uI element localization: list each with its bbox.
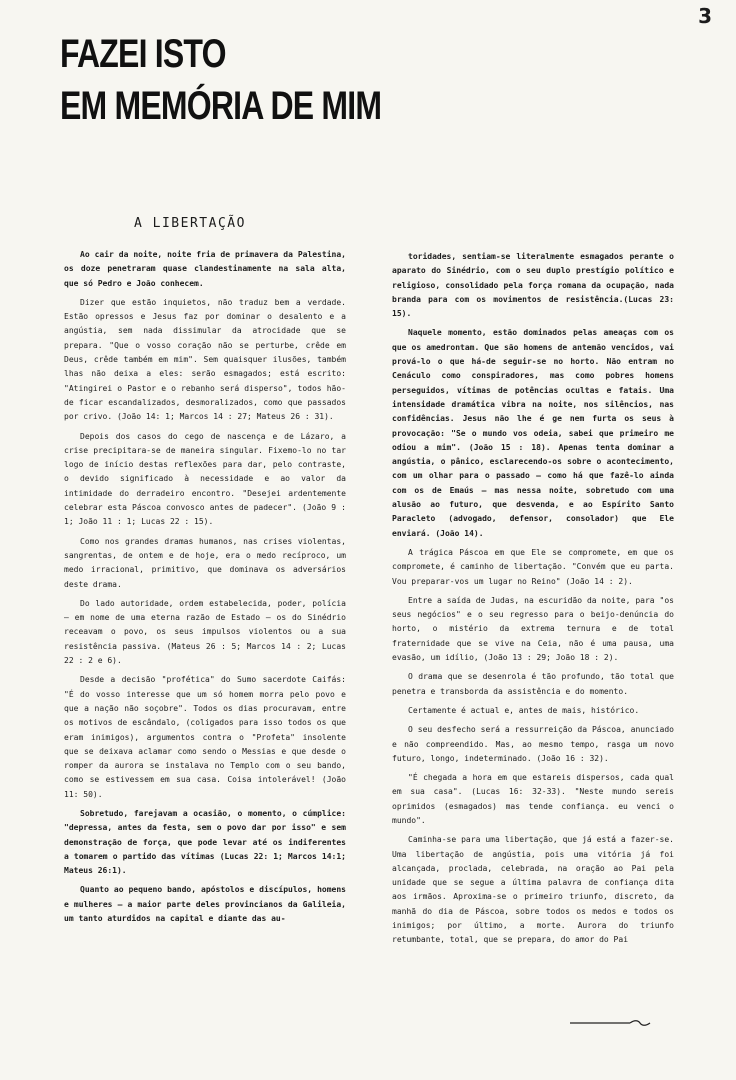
title-line-2: EM MEMÓRIA DE MIM [60, 84, 382, 128]
paragraph: A trágica Páscoa em que Ele se compromete, em que os compromete, é caminho de libertação. "Convém que eu parta. Vou preparar-vos um lugar no Reino" (João 14 : 2). [392, 547, 674, 586]
paragraph: Naquele momento, estão dominados pelas ameaças com os que os amedrontam. Que são homens de antemão vencidos, vai prová-lo o que há-de seguir-se no horto. Não entram no Cenáculo como conspiradores, mas como pobres homens perseguidos, vítimas de potências ocultas e fatais. Uma intensidade dramática vibra na noite, nos silêncios, nas confidências. Jesus não lhe é ge nem furta os seus à provocação: "Se o mundo vos odeia, sabei que primeiro me odiou a mim". (João 15 : 18). Apenas tenta dominar a angústia, o pânico, esclarecendo-os sobre o acontecimento, com um olhar para o passado – como há que fazê-lo ainda com os de Emaús – mas nessa noite, sobretudo com uma alusão ao futuro, que desvenda, e ao Espírito Santo Paracleto (advogado, defensor, consolador) que Ele enviará. (João 14). [392, 328, 674, 538]
paragraph: Caminha-se para uma libertação, que já está a fazer-se. Uma libertação de angústia, pois uma vitória já foi alcançada, proclada, celebrada, na oração ao Pai pela unidade que se segue a última palavra de confiança dita aos irmãos. Aproxima-se o primeiro triunfo, discreto, da manhã do dia de Páscoa, sobre todos os medos e todos os inimigos; por último, a morte. Aurora do triunfo retumbante, total, que se prepara, do amor do Pai [392, 835, 674, 945]
paragraph: Dizer que estão inquietos, não traduz bem a verdade. Estão opressos e Jesus faz por dominar o desalento e a angústia, sem nada dissimular da atrocidade que se prepara. "Que o vosso coração não se perturbe, crêde em Deus, crêde também em mim". Sem quaisquer ilusões, também lhas não deixa a eles: serão esmagados; está escrito: "Atingirei o Pastor e o rebanho será disperso", todos hão-de ficar escandalizados, desmoralizados, como que passados por crivo. (João 14: 1; Marcos 14 : 27; Mateus 26 : 31). [64, 297, 346, 422]
paragraph: O seu desfecho será a ressurreição da Páscoa, anunciado e não compreendido. Mas, ao mesmo tempo, rasga um novo futuro, longo, indeterminado. (João 16 : 32). [392, 725, 674, 763]
paragraph: Como nos grandes dramas humanos, nas crises violentas, sangrentas, de ontem e de hoje, era o medo recíproco, um medo irracional, primitivo, que dominava os adversários deste drama. [64, 536, 346, 589]
left-column [64, 248, 346, 931]
paragraph: Entre a saída de Judas, na escuridão da noite, para "os seus negócios" e o seu regresso para o beijo-denúncia do horto, o mistério da extrema ternura e de total fraternidade que se vive na Ceia, não é uma pausa, uma evasão, um idílio, (João 13 : 29; João 18 : 2). [392, 595, 674, 663]
end-flourish-icon [570, 1018, 652, 1028]
paragraph: Ao cair da noite, noite fria de primavera da Palestina, os doze penetraram quase clandestinamente na sala alta, que só Pedro e João conhecem. [64, 250, 346, 288]
paragraph: Do lado autoridade, ordem estabelecida, poder, polícia – em nome de uma eterna razão de Estado – os do Sinédrio receavam o povo, os seus impulsos violentos ou a sua resistência passiva. (Mateus 26 : 5; Marcos 14 : 2; Lucas 22 : 2 e 6). [64, 598, 346, 666]
paragraph: Certamente é actual e, antes de mais, histórico. [408, 705, 640, 715]
section-heading: A LIBERTAÇÃO [134, 216, 246, 231]
page-number: 3 [698, 4, 712, 28]
title-line-1: FAZEI ISTO [60, 32, 226, 76]
article-title [60, 28, 381, 132]
paragraph: "É chegada a hora em que estareis dispersos, cada qual em sua casa". (Lucas 16: 32-33). "Neste mundo sereis oprimidos (esmagados) mas tende confiança. eu venci o mundo". [392, 773, 674, 825]
paragraph: Desde a decisão "profética" do Sumo sacerdote Caifás: "É do vosso interesse que um só homem morra pelo povo e que a nação não soçobre". Todos os dias procuravam, entre os motivos de escândalo, (coligados para isso todos os que eram inimigos), argumentos contra o "Profeta" insolente que se deixava aclamar como sendo o Messias e que desde o romper da aurora se instalava no Templo com o seu bando, como se estivessem em sua casa. Coisa intolerável! (João 11: 50). [64, 675, 346, 799]
paragraph: O drama que se desenrola é tão profundo, tão total que penetra e transborda da assistência e do momento. [392, 672, 674, 696]
right-column [392, 250, 674, 953]
paragraph: toridades, sentiam-se literalmente esmagados perante o aparato do Sinédrio, com o seu duplo prestígio político e religioso, consolidado pela força romana da ocupação, nada branda para com os movimentos de resistência.(Lucas 23: 15). [392, 252, 674, 319]
paragraph: Quanto ao pequeno bando, apóstolos e discípulos, homens e mulheres – a maior parte deles provincianos da Galileia, um tanto aturdidos na capital e diante das au- [64, 885, 346, 924]
paragraph: Sobretudo, farejavam a ocasião, o momento, o cúmplice: "depressa, antes da festa, sem o povo dar por isso" e sem demonstração de força, que pode levar até os indiferentes a tomarem o partido das vítimas (Lucas 22: 1; Marcos 14:1; Mateus 26:1). [64, 808, 346, 876]
paragraph: Depois dos casos do cego de nascença e de Lázaro, a crise precipitara-se de maneira singular. Fixemo-lo no tar logo de início destas reflexões para dar, pelo contraste, o devido significado à necessidade e ao valor da intimidade do derradeiro encontro. "Desejei ardentemente celebrar esta Páscoa convosco antes de padecer". (João 9 : 1; João 11 : 1; Lucas 22 : 15). [64, 431, 346, 527]
